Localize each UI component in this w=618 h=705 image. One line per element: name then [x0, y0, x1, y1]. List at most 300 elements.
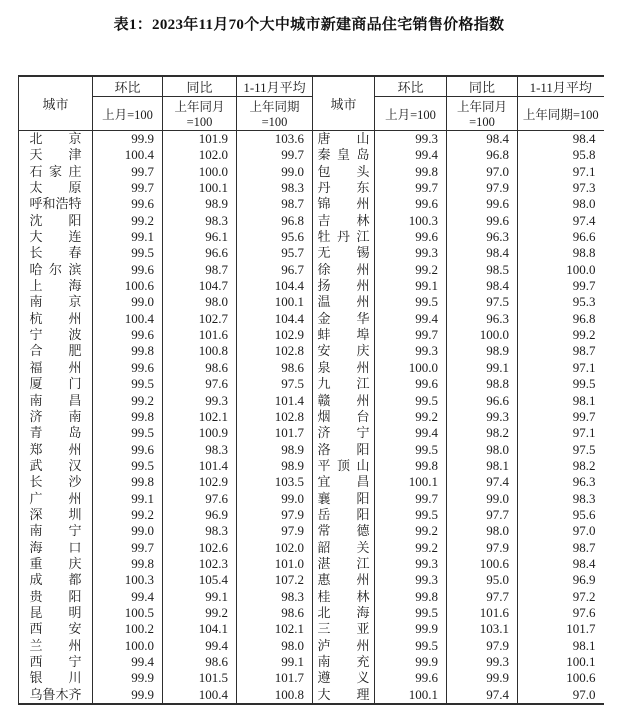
city-cell	[19, 164, 93, 180]
city-name: 南 充	[317, 654, 370, 669]
value-cell: 100.1	[237, 294, 313, 310]
table-row	[19, 442, 604, 458]
value-cell: 99.2	[375, 262, 447, 278]
value-cell: 99.2	[93, 507, 163, 523]
value-cell: 99.2	[518, 327, 604, 343]
value-cell: 99.0	[237, 491, 313, 507]
value-cell: 99.4	[93, 589, 163, 605]
value-cell: 99.7	[93, 180, 163, 196]
value-cell: 98.3	[237, 180, 313, 196]
value-cell: 99.8	[93, 556, 163, 572]
value-cell: 99.8	[375, 164, 447, 180]
header-yoy-base-left: 上年同月=100	[163, 97, 237, 131]
value-cell: 99.6	[447, 196, 518, 212]
value-cell: 98.6	[163, 360, 237, 376]
city-cell	[19, 196, 93, 212]
city-name: 大 连	[29, 229, 82, 245]
value-cell: 99.9	[375, 621, 447, 637]
value-cell: 100.1	[375, 687, 447, 704]
value-cell: 99.2	[375, 540, 447, 556]
value-cell: 99.1	[447, 360, 518, 376]
city-cell	[313, 670, 375, 686]
city-cell	[19, 278, 93, 294]
value-cell: 99.1	[163, 589, 237, 605]
city-name: 韶 关	[317, 539, 370, 555]
value-cell: 99.9	[93, 670, 163, 686]
value-cell: 99.7	[518, 409, 604, 425]
city-name: 无 锡	[317, 245, 370, 261]
value-cell: 105.4	[163, 572, 237, 588]
value-cell: 98.4	[518, 556, 604, 572]
table-row	[19, 360, 604, 376]
city-name: 金 华	[317, 310, 370, 326]
city-cell	[313, 213, 375, 229]
city-name: 武 汉	[29, 457, 82, 473]
value-cell: 96.1	[163, 229, 237, 245]
table-row	[19, 556, 604, 572]
value-cell: 103.6	[237, 131, 313, 148]
header-row-1	[19, 76, 604, 97]
value-cell: 99.6	[375, 376, 447, 392]
value-cell: 97.0	[518, 523, 604, 539]
city-cell	[313, 605, 375, 621]
city-cell	[19, 213, 93, 229]
table-row	[19, 245, 604, 261]
city-cell	[19, 245, 93, 261]
value-cell: 95.6	[237, 229, 313, 245]
city-cell	[313, 556, 375, 572]
city-name: 徐 州	[317, 261, 370, 277]
value-cell: 97.1	[518, 164, 604, 180]
city-cell	[19, 621, 93, 637]
city-name: 湛 江	[317, 555, 370, 571]
value-cell: 99.5	[375, 638, 447, 654]
value-cell: 98.0	[447, 523, 518, 539]
value-cell: 100.0	[375, 360, 447, 376]
city-cell	[313, 425, 375, 441]
city-name: 南 宁	[29, 523, 82, 539]
value-cell: 96.6	[518, 229, 604, 245]
city-cell	[19, 327, 93, 343]
value-cell: 97.5	[447, 294, 518, 310]
city-cell	[313, 458, 375, 474]
value-cell: 99.4	[93, 654, 163, 670]
value-cell: 101.6	[447, 605, 518, 621]
table-row	[19, 180, 604, 196]
city-name: 乌 鲁 木 齐	[29, 686, 82, 702]
value-cell: 98.8	[518, 245, 604, 261]
value-cell: 102.1	[163, 409, 237, 425]
value-cell: 95.3	[518, 294, 604, 310]
value-cell: 99.6	[93, 327, 163, 343]
city-cell	[19, 147, 93, 163]
table-row	[19, 147, 604, 163]
city-cell	[313, 687, 375, 704]
city-cell	[313, 245, 375, 261]
value-cell: 98.6	[237, 605, 313, 621]
value-cell: 96.8	[237, 213, 313, 229]
header-avg-base-left: 上年同期=100	[237, 97, 313, 131]
value-cell: 99.5	[375, 605, 447, 621]
table-row	[19, 523, 604, 539]
city-name: 兰 州	[29, 637, 82, 653]
table-row	[19, 605, 604, 621]
city-cell	[19, 507, 93, 523]
city-name: 北 京	[29, 131, 82, 146]
value-cell: 98.4	[447, 278, 518, 294]
value-cell: 100.5	[93, 605, 163, 621]
city-name: 惠 州	[317, 572, 370, 588]
value-cell: 97.9	[237, 523, 313, 539]
value-cell: 98.0	[447, 442, 518, 458]
value-cell: 99.4	[375, 311, 447, 327]
city-name: 锦 州	[317, 196, 370, 212]
value-cell: 99.9	[375, 654, 447, 670]
value-cell: 98.9	[447, 343, 518, 359]
value-cell: 104.4	[237, 311, 313, 327]
value-cell: 100.0	[163, 164, 237, 180]
value-cell: 99.2	[375, 523, 447, 539]
value-cell: 101.7	[518, 621, 604, 637]
value-cell: 99.3	[447, 409, 518, 425]
city-cell	[19, 360, 93, 376]
city-cell	[313, 589, 375, 605]
table-row	[19, 572, 604, 588]
value-cell: 99.5	[375, 294, 447, 310]
value-cell: 101.4	[163, 458, 237, 474]
table-row	[19, 589, 604, 605]
city-name: 桂 林	[317, 588, 370, 604]
value-cell: 98.1	[447, 458, 518, 474]
value-cell: 96.3	[518, 474, 604, 490]
city-cell	[19, 474, 93, 490]
city-name: 宁 波	[29, 327, 82, 343]
city-name: 泉 州	[317, 359, 370, 375]
city-cell	[19, 442, 93, 458]
city-name: 西 安	[29, 621, 82, 637]
value-cell: 100.4	[163, 687, 237, 704]
city-name: 重 庆	[29, 555, 82, 571]
city-cell	[313, 360, 375, 376]
city-cell	[19, 654, 93, 670]
city-name: 泸 州	[317, 637, 370, 653]
city-name: 唐 山	[317, 131, 370, 146]
header-yoy-right: 同比	[447, 76, 518, 97]
city-cell	[313, 523, 375, 539]
city-name: 九 江	[317, 376, 370, 392]
value-cell: 99.7	[93, 540, 163, 556]
value-cell: 96.3	[447, 311, 518, 327]
city-name: 长 沙	[29, 474, 82, 490]
city-name: 成 都	[29, 572, 82, 588]
city-name: 西 宁	[29, 654, 82, 669]
city-name: 南 京	[29, 294, 82, 310]
city-cell	[19, 491, 93, 507]
city-name: 郑 州	[29, 441, 82, 457]
city-cell	[313, 327, 375, 343]
value-cell: 107.2	[237, 572, 313, 588]
city-cell	[19, 294, 93, 310]
value-cell: 100.0	[447, 327, 518, 343]
city-name: 石 家 庄	[29, 163, 82, 179]
city-cell	[313, 262, 375, 278]
value-cell: 97.1	[518, 425, 604, 441]
value-cell: 97.5	[237, 376, 313, 392]
value-cell: 99.7	[375, 491, 447, 507]
header-yoy-left: 同比	[163, 76, 237, 97]
city-name: 贵 阳	[29, 588, 82, 604]
value-cell: 99.1	[237, 654, 313, 670]
table-row	[19, 278, 604, 294]
value-cell: 99.2	[375, 409, 447, 425]
city-name: 福 州	[29, 359, 82, 375]
table-header	[19, 76, 604, 131]
city-cell	[313, 442, 375, 458]
value-cell: 100.9	[163, 425, 237, 441]
table-row	[19, 131, 604, 148]
value-cell: 98.6	[163, 654, 237, 670]
price-index-table	[18, 75, 604, 705]
page-title: 表1：2023年11月70个大中城市新建商品住宅销售价格指数	[113, 17, 505, 33]
value-cell: 98.1	[518, 638, 604, 654]
value-cell: 99.3	[375, 572, 447, 588]
city-cell	[313, 164, 375, 180]
value-cell: 100.6	[518, 670, 604, 686]
city-cell	[313, 654, 375, 670]
city-cell	[19, 572, 93, 588]
value-cell: 99.8	[93, 474, 163, 490]
value-cell: 98.0	[163, 294, 237, 310]
value-cell: 96.6	[163, 245, 237, 261]
city-cell	[313, 474, 375, 490]
value-cell: 99.1	[375, 278, 447, 294]
table-row	[19, 425, 604, 441]
header-avg-right: 1-11月平均	[518, 76, 604, 97]
value-cell: 97.6	[163, 376, 237, 392]
value-cell: 97.9	[447, 540, 518, 556]
value-cell: 102.0	[237, 540, 313, 556]
value-cell: 99.3	[163, 393, 237, 409]
value-cell: 100.0	[518, 262, 604, 278]
value-cell: 97.4	[518, 213, 604, 229]
city-name: 宜 昌	[317, 474, 370, 490]
city-cell	[19, 458, 93, 474]
value-cell: 98.4	[447, 131, 518, 148]
value-cell: 95.6	[518, 507, 604, 523]
value-cell: 99.5	[375, 393, 447, 409]
value-cell: 98.2	[447, 425, 518, 441]
value-cell: 97.6	[163, 491, 237, 507]
value-cell: 103.5	[237, 474, 313, 490]
value-cell: 96.7	[237, 262, 313, 278]
value-cell: 100.6	[93, 278, 163, 294]
city-cell	[19, 687, 93, 704]
value-cell: 96.9	[163, 507, 237, 523]
city-cell	[313, 196, 375, 212]
city-name: 秦 皇 岛	[317, 147, 370, 163]
value-cell: 100.3	[93, 572, 163, 588]
table-row	[19, 294, 604, 310]
city-cell	[19, 343, 93, 359]
city-name: 青 岛	[29, 425, 82, 441]
city-cell	[313, 294, 375, 310]
value-cell: 98.3	[163, 523, 237, 539]
value-cell: 97.4	[447, 687, 518, 704]
value-cell: 99.6	[93, 360, 163, 376]
value-cell: 104.1	[163, 621, 237, 637]
value-cell: 96.6	[447, 393, 518, 409]
value-cell: 99.7	[93, 164, 163, 180]
value-cell: 102.9	[237, 327, 313, 343]
value-cell: 97.0	[447, 164, 518, 180]
value-cell: 98.8	[447, 376, 518, 392]
value-cell: 97.4	[447, 474, 518, 490]
value-cell: 101.4	[237, 393, 313, 409]
table-row	[19, 196, 604, 212]
city-cell	[19, 523, 93, 539]
header-mom-base-right: 上月=100	[375, 97, 447, 131]
value-cell: 99.7	[518, 278, 604, 294]
value-cell: 99.8	[93, 409, 163, 425]
header-avg-left: 1-11月平均	[237, 76, 313, 97]
city-name: 丹 东	[317, 180, 370, 196]
value-cell: 98.7	[518, 343, 604, 359]
value-cell: 97.7	[447, 589, 518, 605]
table-row	[19, 654, 604, 670]
value-cell: 101.0	[237, 556, 313, 572]
header-mom-left: 环比	[93, 76, 163, 97]
value-cell: 97.5	[518, 442, 604, 458]
value-cell: 100.6	[447, 556, 518, 572]
value-cell: 99.5	[375, 442, 447, 458]
header-mom-base-left: 上月=100	[93, 97, 163, 131]
city-name: 合 肥	[29, 343, 82, 359]
table-body	[19, 131, 604, 705]
header-yoy-base-right: 上年同月=100	[447, 97, 518, 131]
table-row	[19, 393, 604, 409]
city-name: 岳 阳	[317, 506, 370, 522]
city-cell	[19, 670, 93, 686]
city-cell	[313, 278, 375, 294]
value-cell: 101.7	[237, 670, 313, 686]
city-name: 昆 明	[29, 604, 82, 620]
city-cell	[19, 425, 93, 441]
table-row	[19, 474, 604, 490]
city-cell	[313, 343, 375, 359]
value-cell: 102.6	[163, 540, 237, 556]
value-cell: 97.0	[518, 687, 604, 704]
city-name: 包 头	[317, 163, 370, 179]
city-cell	[19, 131, 93, 148]
value-cell: 98.5	[447, 262, 518, 278]
value-cell: 99.3	[375, 245, 447, 261]
city-name: 太 原	[29, 180, 82, 196]
value-cell: 100.4	[93, 147, 163, 163]
value-cell: 100.1	[163, 180, 237, 196]
header-row-2	[19, 97, 604, 131]
value-cell: 99.6	[93, 262, 163, 278]
city-cell	[19, 393, 93, 409]
value-cell: 99.0	[237, 164, 313, 180]
value-cell: 102.7	[163, 311, 237, 327]
value-cell: 99.3	[375, 556, 447, 572]
city-name: 洛 阳	[317, 441, 370, 457]
value-cell: 99.6	[93, 442, 163, 458]
value-cell: 99.0	[447, 491, 518, 507]
city-cell	[313, 229, 375, 245]
city-name: 蚌 埠	[317, 327, 370, 343]
value-cell: 96.8	[518, 311, 604, 327]
value-cell: 99.0	[93, 523, 163, 539]
value-cell: 98.9	[237, 442, 313, 458]
value-cell: 98.4	[447, 245, 518, 261]
value-cell: 98.3	[237, 589, 313, 605]
city-cell	[313, 572, 375, 588]
value-cell: 99.6	[447, 213, 518, 229]
city-name: 哈 尔 滨	[29, 261, 82, 277]
city-cell	[313, 180, 375, 196]
city-name: 济 宁	[317, 425, 370, 441]
value-cell: 97.7	[447, 507, 518, 523]
city-cell	[19, 589, 93, 605]
value-cell: 99.9	[93, 687, 163, 704]
value-cell: 102.1	[237, 621, 313, 637]
table-row	[19, 262, 604, 278]
table-row	[19, 638, 604, 654]
value-cell: 98.7	[518, 540, 604, 556]
city-cell	[19, 540, 93, 556]
value-cell: 99.3	[447, 654, 518, 670]
value-cell: 100.8	[163, 343, 237, 359]
value-cell: 99.8	[93, 343, 163, 359]
value-cell: 99.2	[93, 213, 163, 229]
value-cell: 99.7	[375, 327, 447, 343]
value-cell: 101.9	[163, 131, 237, 148]
table-row	[19, 213, 604, 229]
value-cell: 99.8	[375, 458, 447, 474]
city-name: 安 庆	[317, 343, 370, 359]
value-cell: 97.3	[518, 180, 604, 196]
value-cell: 98.0	[518, 196, 604, 212]
value-cell: 96.8	[447, 147, 518, 163]
city-name: 遵 义	[317, 670, 370, 686]
value-cell: 100.8	[237, 687, 313, 704]
value-cell: 96.3	[447, 229, 518, 245]
city-cell	[313, 409, 375, 425]
city-name: 呼 和 浩 特	[29, 196, 82, 212]
value-cell: 96.9	[518, 572, 604, 588]
value-cell: 97.9	[237, 507, 313, 523]
value-cell: 102.8	[237, 343, 313, 359]
city-name: 北 海	[317, 604, 370, 620]
value-cell: 99.5	[93, 425, 163, 441]
city-name: 深 圳	[29, 506, 82, 522]
value-cell: 98.9	[237, 458, 313, 474]
value-cell: 99.0	[93, 294, 163, 310]
city-cell	[19, 262, 93, 278]
value-cell: 99.8	[375, 589, 447, 605]
city-name: 银 川	[29, 670, 82, 686]
value-cell: 101.7	[237, 425, 313, 441]
city-name: 扬 州	[317, 278, 370, 294]
table-row	[19, 687, 604, 704]
city-name: 天 津	[29, 147, 82, 163]
value-cell: 104.4	[237, 278, 313, 294]
value-cell: 100.4	[93, 311, 163, 327]
city-name: 海 口	[29, 539, 82, 555]
table-row	[19, 540, 604, 556]
city-name: 大 理	[317, 686, 370, 702]
